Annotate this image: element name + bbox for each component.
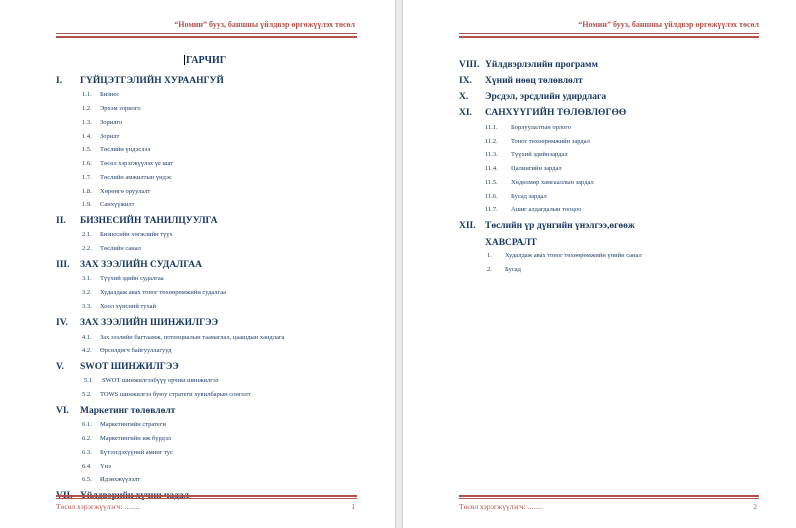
toc-entry-label: Төслийн үндэслэл [100,146,151,153]
toc-entry-number: III. [56,260,70,270]
toc-entry-number: I. [56,76,63,86]
toc-entry-label: Бизнесийн хөгжлийн түүх [100,231,173,238]
footer-rule [459,498,759,499]
toc-entry[interactable] [485,124,571,131]
document-page-2 [402,0,796,528]
toc-entry-label: Бусад зардал [511,193,547,200]
toc-entry-label: Төслийн амжилтын үндэс [100,174,172,181]
toc-entry-label: Өрсөлдөгч байгууллагууд [100,347,172,354]
toc-entry-number: 1. [487,252,492,259]
toc-entry-label: ХАВСРАЛТ [485,238,537,248]
toc-entry-label: Зорилго [100,119,123,126]
toc-entry-label: Худалдаж авах тоног төхөөрөмжийн үнийн санал [505,252,642,259]
toc-entry[interactable] [459,108,626,118]
toc-entry[interactable] [82,91,119,98]
toc-entry[interactable] [56,318,218,328]
toc-entry-number: 11.7. [485,206,498,213]
toc-entry[interactable] [82,201,135,208]
header-rule [56,33,357,34]
toc-entry-label: ГҮЙЦЭТГЭЛИЙН ХУРААНГУЙ [80,76,224,86]
toc-entry-number: VI. [56,406,69,416]
toc-entry-label: Цалингийн зардал [511,165,562,172]
page-number: 2 [753,502,757,511]
toc-entry[interactable] [82,146,150,153]
toc-entry[interactable] [84,377,219,384]
toc-entry[interactable] [82,174,172,181]
toc-entry[interactable] [82,105,141,112]
toc-entry-label: Түүхий эдийн судалгаа [100,275,164,282]
toc-entry-number: 6.3. [82,449,92,456]
toc-entry[interactable] [82,160,173,167]
toc-entry[interactable] [82,391,251,398]
toc-entry[interactable] [56,362,179,372]
toc-entry-number: 11.6. [485,193,498,200]
toc-entry-label: Идэвхжүүлэлт [100,476,141,483]
footer-rule-thick [459,495,759,497]
text-cursor [184,55,185,65]
toc-entry-label: Тоног төхөөрөмжийн зардал [511,138,590,145]
toc-entry[interactable] [82,347,171,354]
toc-entry-number: 1.8. [82,188,92,195]
toc-entry-label: Үнэ [100,463,111,470]
toc-entry[interactable] [56,260,202,270]
toc-entry[interactable] [82,463,111,470]
toc-entry[interactable] [459,76,583,86]
toc-entry[interactable] [485,165,562,172]
toc-entry-number: X. [459,92,469,102]
toc-entry-number: 4.1. [82,334,92,341]
toc-entry-number: 11.2. [485,138,498,145]
toc-entry-label: Эрсдэл, эрсдлийн удирдлага [485,92,607,102]
toc-entry-label: ЗАХ ЗЭЭЛИЙН СУДАЛГАА [80,260,202,270]
toc-entry-number: VIII. [459,60,480,70]
page-header: “Номин” бууз, баншны үйлдвэр өргөжүүлэх төсөл [578,20,759,29]
toc-entry-label: БИЗНЕСИЙН ТАНИЛЦУУЛГА [80,216,218,226]
toc-entry-label: Зорилт [100,133,120,140]
toc-entry-label: Төслийн санал [100,245,141,252]
toc-entry-number: IV. [56,318,68,328]
toc-title: ГАРЧИГ [186,55,227,66]
toc-entry-number: IX. [459,76,472,86]
toc-entry[interactable] [82,245,141,252]
toc-entry[interactable] [485,193,547,200]
toc-entry-number: 5.1 [84,377,93,384]
page-header: “Номин” бууз, баншны үйлдвэр өргөжүүлэх төсөл [174,20,355,29]
toc-entry-number: 3.3. [82,303,92,310]
toc-entry-label: SWOT шинжилгээбүүү орчны шинжилгээ [102,377,219,384]
toc-entry[interactable] [56,76,224,86]
toc-entry-label: Хөдөлмөр хамгааллын зардал [511,179,594,186]
toc-entry-label: Маркетингийн стратеги [100,421,166,428]
toc-entry-number: 3.2. [82,289,92,296]
page-footer: Төсөл хэрэгжүүлэгч: ........ [459,502,543,511]
toc-entry-number: 6.5. [82,476,92,483]
toc-entry-number: 1.7. [82,174,92,181]
toc-entry-number: 11.3. [485,151,498,158]
toc-entry-label: Санхүүжилт [100,201,135,208]
toc-entry-label: Түүхий эдийнзардал [511,151,568,158]
toc-entry-number: 1.4. [82,133,92,140]
toc-entry-number: 1.2. [82,105,92,112]
toc-entry-label: Төслийн үр дүнгийн үнэлгээ,өгөөж [485,221,635,231]
toc-entry-number: XI. [459,108,472,118]
toc-entry-number: 6.4. [82,463,92,470]
toc-entry-number: 6.2. [82,435,92,442]
toc-entry-number: 4.2. [82,347,92,354]
toc-entry-number: 2.2. [82,245,92,252]
toc-entry-number: 2. [487,266,492,273]
footer-rule-thick [56,495,357,497]
footer-rule [56,498,357,499]
toc-entry-number: 5.2. [82,391,92,398]
toc-entry[interactable] [485,179,594,186]
toc-entry-number: 11.4. [485,165,498,172]
toc-entry[interactable] [485,151,568,158]
toc-entry-label: Хөрөнгө оруулалт [100,188,151,195]
toc-entry-label: Худалдаж авах тоног төхөөрөмжийн судалгаа [100,289,226,296]
toc-entry-label: Маркетинг төлөвлөлт [80,406,176,416]
toc-entry[interactable] [82,303,156,310]
toc-entry-label: Бүтээгдэхүүний аминг тус [100,449,173,456]
toc-entry-label: Маркетингийн иж бүрдэл [100,435,172,442]
toc-entry[interactable] [82,188,150,195]
toc-entry[interactable] [82,334,284,341]
toc-entry-number: II. [56,216,66,226]
toc-entry-label: Төсөл хэрэгжүүлэх үе шат [100,160,174,167]
toc-entry[interactable] [459,221,635,231]
toc-entry-number: 1.6. [82,160,92,167]
toc-entry[interactable] [485,138,590,145]
toc-entry-number: 1.3. [82,119,92,126]
header-rule [459,33,759,34]
toc-entry-label: TOWS шинжилгээ буюу стратеги хувилбарын сонголт [100,391,251,398]
toc-entry[interactable] [82,435,171,442]
toc-entry-number: 6.1. [82,421,92,428]
toc-entry-number: V. [56,362,65,372]
toc-entry[interactable] [82,275,164,282]
page-footer: Төсөл хэрэгжүүлэгч: ........ [56,502,140,511]
toc-entry[interactable] [459,238,537,248]
toc-entry[interactable] [56,216,217,226]
toc-entry[interactable] [82,476,140,483]
toc-entry-label: Зах зээлийн багтаамж, потенциалын таамаглал, цаашдын хандлага [100,334,285,341]
toc-entry[interactable] [459,92,606,102]
toc-entry-number: 3.1. [82,275,92,282]
header-rule-thick [459,36,759,38]
toc-entry-label: Ашиг алдагдалын тооцоо [511,206,582,213]
toc-entry-number: 2.1. [82,231,92,238]
toc-entry-label: Эрхэм зорилго [100,105,141,112]
toc-entry-number: 1.9. [82,201,92,208]
toc-entry-label: SWOT ШИНЖИЛГЭЭ [80,362,179,372]
toc-entry-label: Борлуулалтын орлого [511,124,572,131]
toc-entry-number: XII. [459,221,476,231]
toc-entry[interactable] [82,119,122,126]
toc-entry-label: Бизнес [100,91,120,98]
toc-entry[interactable] [82,289,226,296]
toc-entry-number: 11.1. [485,124,498,131]
toc-entry[interactable] [487,252,642,259]
toc-entry[interactable] [485,206,581,213]
toc-entry[interactable] [82,421,166,428]
toc-entry-label: Бусад [505,266,521,273]
toc-entry-label: Хүний нөөц төлөвлөлт [485,76,583,86]
toc-entry-number: 1.5. [82,146,92,153]
toc-entry-label: Хоол хүнсний тухай [100,303,157,310]
toc-entry-label: ЗАХ ЗЭЭЛИЙН ШИНЖИЛГЭЭ [80,318,219,328]
toc-entry[interactable] [82,449,173,456]
toc-entry[interactable] [82,231,173,238]
toc-entry-number: 11.5. [485,179,498,186]
header-rule-thick [56,36,357,38]
toc-entry[interactable] [82,133,119,140]
toc-entry-label: САНХҮҮГИЙН ТӨЛӨВЛӨГӨӨ [485,108,627,118]
toc-entry-number: 1.1. [82,91,92,98]
page-number: 1 [351,502,355,511]
toc-entry[interactable] [459,60,598,70]
toc-entry-label: Үйлдвэрлэлийн программ [485,60,598,70]
document-page-1 [0,0,396,528]
toc-entry[interactable] [487,266,521,273]
toc-entry[interactable] [56,406,175,416]
